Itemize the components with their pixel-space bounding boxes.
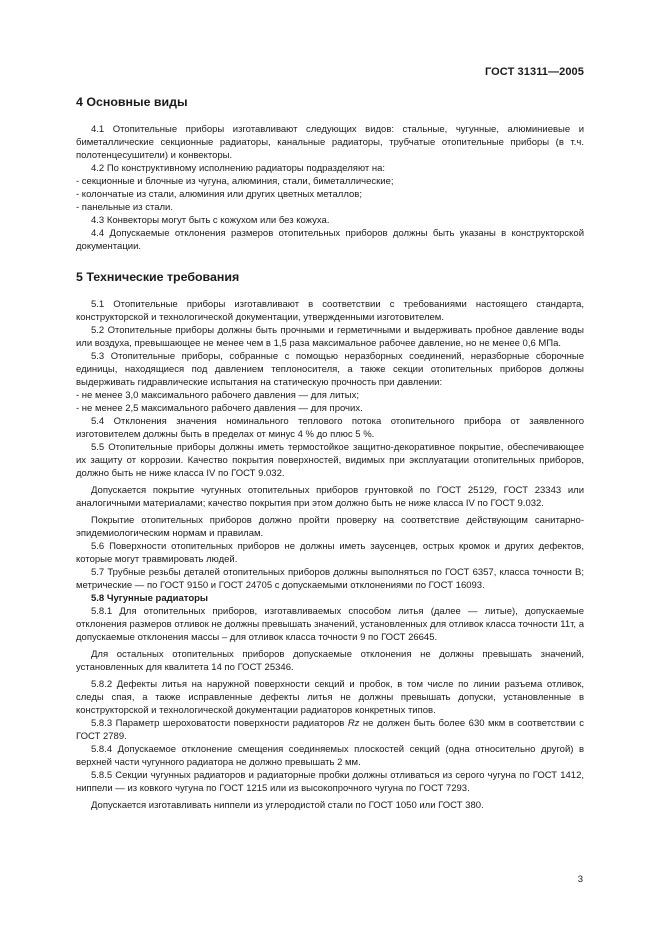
clause-5-8-4: 5.8.4 Допускаемое отклонение смещения соединяемых плоскостей секций (одна относительно другой) в верхней части чугунного радиатора не должно превышать 2 мм. <box>76 744 584 768</box>
section-4-title: 4 Основные виды <box>76 95 188 109</box>
clause-5-8-3 <box>76 717 584 743</box>
clause-5-6: 5.6 Поверхности отопительных приборов не должны иметь заусенцев, острых кромок и других дефектов, которые могут травмировать людей. <box>76 541 584 565</box>
clause-5-5: 5.5 Отопительные приборы должны иметь термостойкое защитно-декоративное покрытие, обеспечивающее их защиту от коррозии. Качество покрытия поверхностей, видимых при эксплуатации отопительных приборов, должно быть не ниже класса IV по ГОСТ 9.032. <box>76 442 584 479</box>
list-item: - колончатые из стали, алюминия или других цветных металлов; <box>76 189 362 200</box>
list-item: - не менее 3,0 максимального рабочего давления — для литых; <box>76 390 359 401</box>
list-item: - секционные и блочные из чугуна, алюминия, стали, биметаллические; <box>76 176 394 187</box>
section-5-title: 5 Технические требования <box>76 270 240 284</box>
list-item: - не менее 2,5 максимального рабочего давления — для прочих. <box>76 403 363 414</box>
clause-5-5-note: Покрытие отопительных приборов должно пройти проверку на соответствие действующим санитарно-эпидемиологическим нормам и правилам. <box>76 515 584 539</box>
clause-5-4: 5.4 Отклонения значения номинального теплового потока отопительного прибора от заявленного изготовителем должны быть в пределах от минус 4 % до плюс 5 %. <box>76 416 584 440</box>
clause-5-8-1-note: Для остальных отопительных приборов допускаемые отклонения не должны превышать значений, установленных для квалитета 14 по ГОСТ 25346. <box>76 649 584 673</box>
standard-header: ГОСТ 31311—2005 <box>484 66 584 78</box>
clause-5-8-2: 5.8.2 Дефекты литья на наружной поверхности секций и пробок, в том числе по линии разъема отливок, следы спая, а также исправленные дефекты литья не должны превышать допуски, установленные в конструкторской и технологической документации радиаторов конкретных типов. <box>76 679 584 716</box>
clause-5-2: 5.2 Отопительные приборы должны быть прочными и герметичными и выдерживать пробное давление воды или воздуха, превышающее не менее чем в 1,5 раза максимальное рабочее давление, но не менее 0,6 МПа. <box>76 325 584 349</box>
clause-5-5-note: Допускается покрытие чугунных отопительных приборов грунтовкой по ГОСТ 25129, ГОСТ 23343 или аналогичными материалами; качество покрытия при этом должно быть не ниже класса IV по ГОСТ 9.032. <box>76 485 584 509</box>
clause-4-4: 4.4 Допускаемые отклонения размеров отопительных приборов должны быть указаны в конструкторской документации. <box>76 228 584 252</box>
clause-5-8-5-note: Допускается изготавливать ниппели из углеродистой стали по ГОСТ 1050 или ГОСТ 380. <box>91 800 484 811</box>
clause-4-2: 4.2 По конструктивному исполнению радиаторы подразделяют на: <box>91 163 386 174</box>
clause-5-1: 5.1 Отопительные приборы изготавливают в соответствии с требованиями настоящего стандарта, конструкторской и технологической документации, утвержденными изготовителем. <box>76 299 584 323</box>
clause-5-7: 5.7 Трубные резьбы деталей отопительных приборов должны выполняться по ГОСТ 6357, класса точности В; метрические — по ГОСТ 9150 и ГОСТ 24705 с допускаемыми отклонениями по ГОСТ 16093. <box>76 567 584 591</box>
clause-5-8-1: 5.8.1 Для отопительных приборов, изготавливаемых способом литья (далее — литые), допускаемые отклонения размеров отливок не должны превышать значений, установленных для отливок класса точности 11т, а допускаемые отклонения массы – для отливок класса точности 9 по ГОСТ 26645. <box>76 606 584 643</box>
clause-5-3: 5.3 Отопительные приборы, собранные с помощью неразборных соединений, неразборные сборочные единицы, находящиеся под давлением теплоносителя, а также секции отопительных приборов должны выдерживать гидравлические испытания на статическую прочность при давлении: <box>76 351 584 388</box>
clause-4-1: 4.1 Отопительные приборы изготавливают следующих видов: стальные, чугунные, алюминиевые и биметаллические секционные радиаторы, канальные радиаторы, трубчатые отопительные приборы (в т.ч. полотенцесушители) и конвекторы. <box>76 124 584 161</box>
clause-5-8-5: 5.8.5 Секции чугунных радиаторов и радиаторные пробки должны отливаться из серого чугуна по ГОСТ 1412, ниппели — из ковкого чугуна по ГОСТ 1215 или из высокопрочного чугуна по ГОСТ 7293. <box>76 770 584 794</box>
rz-symbol: Rz <box>347 718 360 729</box>
page-content <box>76 94 584 812</box>
clause-text: не должен быть более 630 мкм в соответствии с ГОСТ 2789. <box>76 718 585 742</box>
clause-text: 5.8.3 Параметр шероховатости поверхности радиаторов <box>91 718 348 729</box>
clause-4-3: 4.3 Конвекторы могут быть с кожухом или без кожуха. <box>91 215 330 226</box>
clause-5-8-heading: 5.8 Чугунные радиаторы <box>91 593 209 604</box>
list-item: - панельные из стали. <box>76 202 174 213</box>
page-number: 3 <box>577 874 583 885</box>
